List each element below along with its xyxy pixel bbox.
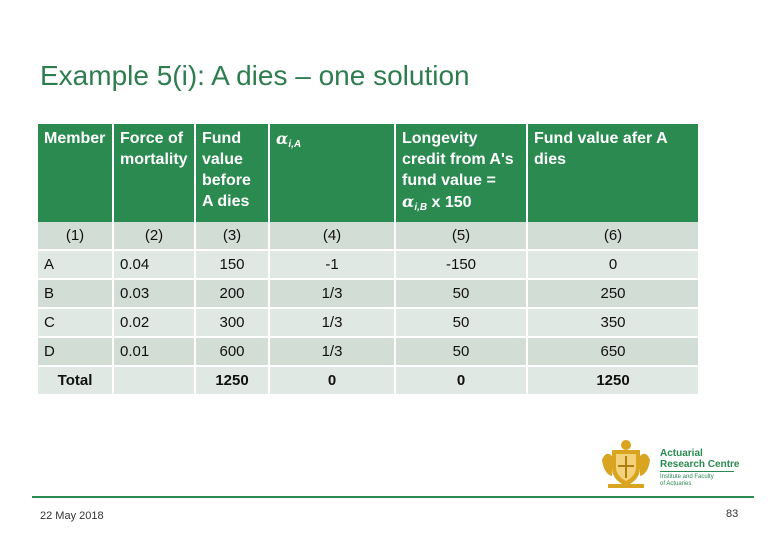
table-row xyxy=(38,309,698,338)
table-row xyxy=(38,251,698,280)
footer-date: 22 May 2018 xyxy=(40,510,104,522)
table-cell: 1/3 xyxy=(270,338,394,367)
table-cell: (4) xyxy=(270,222,394,251)
table-cell: (1) xyxy=(38,222,112,251)
table-cell: 1250 xyxy=(528,367,698,396)
table-cell: 50 xyxy=(396,280,526,309)
table-cell: 300 xyxy=(196,309,268,338)
table-cell: 0.04 xyxy=(114,251,194,280)
table-cell: 1250 xyxy=(196,367,268,396)
header-fund-after: Fund value afer A dies xyxy=(528,124,698,222)
index-row xyxy=(38,222,698,251)
table-cell: -1 xyxy=(270,251,394,280)
logo-line1: Actuarial xyxy=(660,448,703,459)
logo-line2: Research Centre xyxy=(660,459,740,470)
logo-title xyxy=(660,448,739,470)
table-cell: 350 xyxy=(528,309,698,338)
table-row xyxy=(38,280,698,309)
table-cell: (6) xyxy=(528,222,698,251)
logo-line4: of Actuaries xyxy=(660,481,692,487)
logo-line3: Institute and Faculty xyxy=(660,474,714,480)
crest-icon xyxy=(598,436,654,492)
table-cell: (5) xyxy=(396,222,526,251)
table-cell: Total xyxy=(38,367,112,396)
table-cell: 0 xyxy=(528,251,698,280)
header-force: Force of mortality xyxy=(114,124,194,222)
header-fund-before: Fund value before A dies xyxy=(196,124,268,222)
longevity-text: Longevity credit from A's fund value = xyxy=(402,130,514,189)
total-row xyxy=(38,367,698,396)
longevity-subscript: i,B xyxy=(414,202,428,213)
table-cell: 200 xyxy=(196,280,268,309)
table-cell: 0.01 xyxy=(114,338,194,367)
longevity-alpha: α xyxy=(402,192,415,211)
logo-subtitle xyxy=(660,474,714,488)
table-cell: 0.03 xyxy=(114,280,194,309)
table-cell: -150 xyxy=(396,251,526,280)
table-cell: 650 xyxy=(528,338,698,367)
table-cell: 600 xyxy=(196,338,268,367)
table-cell: A xyxy=(38,251,112,280)
table-cell: 50 xyxy=(396,309,526,338)
table-cell: 0 xyxy=(396,367,526,396)
table-cell: (3) xyxy=(196,222,268,251)
table-cell: 150 xyxy=(196,251,268,280)
page-number: 83 xyxy=(726,508,739,520)
table-cell: 250 xyxy=(528,280,698,309)
table-cell: 1/3 xyxy=(270,309,394,338)
table-cell: 0.02 xyxy=(114,309,194,338)
alpha-symbol: α xyxy=(276,129,289,148)
table-cell: 0 xyxy=(270,367,394,396)
table-cell: D xyxy=(38,338,112,367)
alpha-subscript: i,A xyxy=(288,139,302,150)
table-cell: C xyxy=(38,309,112,338)
longevity-tail: x 150 xyxy=(427,194,472,211)
table-cell: B xyxy=(38,280,112,309)
table-cell xyxy=(114,367,194,396)
data-table xyxy=(36,124,700,396)
table-row xyxy=(38,338,698,367)
table-cell: 1/3 xyxy=(270,280,394,309)
header-member: Member xyxy=(38,124,112,222)
table-cell: (2) xyxy=(114,222,194,251)
arc-logo xyxy=(598,436,748,492)
page-title: Example 5(i): A dies – one solution xyxy=(40,60,470,91)
header-longevity xyxy=(396,124,526,222)
footer-divider xyxy=(32,496,754,498)
table-cell: 50 xyxy=(396,338,526,367)
header-alpha xyxy=(270,124,394,222)
logo-divider xyxy=(660,471,734,472)
